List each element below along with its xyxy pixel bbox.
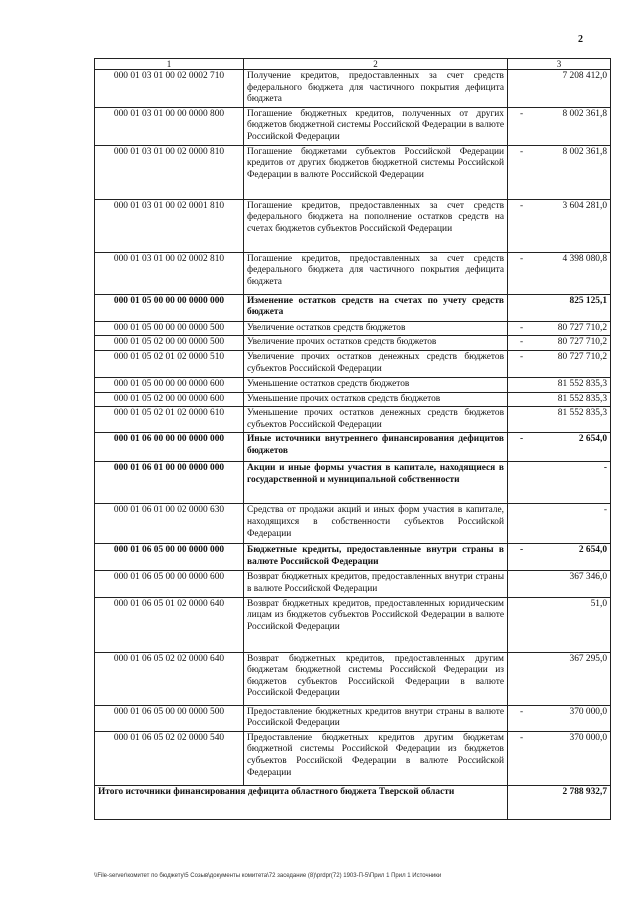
row-code: 000 01 03 01 00 02 0000 810 (95, 145, 244, 199)
row-amount-cell (508, 462, 611, 504)
row-minus-sign: - (520, 706, 524, 717)
row-code: 000 01 06 01 00 02 0000 630 (95, 504, 244, 544)
row-name: Акции и иные формы участия в капитале, находящиеся в государственной и муниципальной собственности (244, 462, 508, 504)
row-amount-cell (508, 70, 611, 108)
row-code: 000 01 06 01 00 00 0000 000 (95, 462, 244, 504)
row-code: 000 01 06 05 00 00 0000 000 (95, 544, 244, 571)
table-row (95, 652, 611, 705)
row-amount-cell (508, 350, 611, 377)
row-code: 000 01 05 02 01 02 0000 510 (95, 350, 244, 377)
row-name: Увеличение прочих остатков средств бюджетов (244, 336, 508, 351)
total-label: Итого источники финансирования дефицита областного бюджета Тверской области (95, 785, 508, 819)
table-row (95, 462, 611, 504)
row-code: 000 01 05 00 00 00 0000 500 (95, 321, 244, 336)
row-name: Уменьшение остатков средств бюджетов (244, 377, 508, 392)
row-minus-sign: - (520, 200, 524, 211)
table-row (95, 145, 611, 199)
table-row (95, 199, 611, 252)
row-name: Увеличение остатков средств бюджетов (244, 321, 508, 336)
row-amount-cell (508, 294, 611, 321)
row-name: Средства от продажи акций и иных форм участия в капитале, находящихся в собственности субъектов Российской Федерации (244, 504, 508, 544)
row-amount-cell (508, 145, 611, 199)
row-amount: 370 000,0 (569, 732, 607, 743)
row-name: Погашение бюджетами субъектов Российской Федерации кредитов от других бюджетов бюджетной системы Российской Федерации в валюте Российской Федерации (244, 145, 508, 199)
table-row (95, 252, 611, 294)
row-amount-cell (508, 377, 611, 392)
table-row (95, 350, 611, 377)
row-amount: 81 552 835,3 (557, 408, 607, 419)
file-path-footer: \\File-server\комитет по бюджету\5 Созыв\документы комитета\72 заседание (8)\prdpr(72) 1903-П-5\Прил 1 Прил 1 Источники (94, 873, 442, 879)
row-name: Погашение кредитов, предоставленных за счет средств федерального бюджета для частичного покрытия дефицита бюджета (244, 252, 508, 294)
table-row (95, 433, 611, 462)
row-minus-sign: - (520, 351, 524, 362)
row-code: 000 01 05 02 00 00 0000 600 (95, 392, 244, 407)
row-minus-sign: - (520, 732, 524, 743)
row-amount: 2 654,0 (578, 545, 607, 556)
table-row (95, 321, 611, 336)
row-amount-cell (508, 392, 611, 407)
row-code: 000 01 06 05 02 02 0000 640 (95, 652, 244, 705)
row-amount: 367 295,0 (569, 653, 607, 664)
row-amount: 367 346,0 (569, 572, 607, 583)
row-amount: 825 125,1 (569, 295, 607, 306)
row-amount: 81 552 835,3 (557, 378, 607, 389)
row-code: 000 01 05 00 00 00 0000 000 (95, 294, 244, 321)
row-amount: 8 002 361,8 (562, 108, 607, 119)
row-amount-cell (508, 321, 611, 336)
row-amount-cell (508, 407, 611, 433)
row-amount: 80 727 710,2 (557, 337, 607, 348)
row-amount-cell (508, 544, 611, 571)
table-row (95, 407, 611, 433)
row-minus-sign: - (520, 434, 524, 445)
row-code: 000 01 06 05 00 00 0000 600 (95, 571, 244, 597)
row-amount: - (603, 463, 607, 474)
table-row (95, 392, 611, 407)
row-name: Получение кредитов, предоставленных за счет средств федерального бюджета для частичного покрытия дефицита бюджета (244, 70, 508, 108)
row-amount-cell (508, 597, 611, 652)
row-name: Увеличение прочих остатков денежных средств бюджетов субъектов Российской Федерации (244, 350, 508, 377)
row-amount: 8 002 361,8 (562, 146, 607, 157)
total-row (95, 785, 611, 819)
row-name: Предоставление бюджетных кредитов внутри страны в валюте Российской Федерации (244, 705, 508, 731)
financing-sources-table (94, 58, 611, 820)
row-code: 000 01 05 00 00 00 0000 600 (95, 377, 244, 392)
row-name: Погашение бюджетных кредитов, полученных от других бюджетов бюджетной системы Российской Федерации в валюте Российской Федерации (244, 107, 508, 145)
table-row (95, 544, 611, 571)
row-amount: - (603, 505, 607, 516)
row-name: Возврат бюджетных кредитов, предоставленных другим бюджетам бюджетной системы Российской Федерации из бюджетов субъектов Российской Федерации в валюте Российской Федерации (244, 652, 508, 705)
row-amount: 81 552 835,3 (557, 393, 607, 404)
table-row (95, 597, 611, 652)
row-amount: 370 000,0 (569, 706, 607, 717)
row-minus-sign: - (520, 146, 524, 157)
row-name: Уменьшение прочих остатков денежных средств бюджетов субъектов Российской Федерации (244, 407, 508, 433)
row-code: 000 01 05 02 00 00 0000 500 (95, 336, 244, 351)
row-amount: 2 654,0 (578, 434, 607, 445)
row-minus-sign: - (520, 108, 524, 119)
row-name: Предоставление бюджетных кредитов другим бюджетам бюджетной системы Российской Федерации из бюджетов субъектов Российской Федерации в валюте Российской Федерации (244, 731, 508, 785)
row-minus-sign: - (520, 337, 524, 348)
row-name: Возврат бюджетных кредитов, предоставленных юридическим лицам из бюджетов субъектов Российской Федерации в валюте Российской Федерации (244, 597, 508, 652)
row-amount: 80 727 710,2 (557, 351, 607, 362)
header-col-1: 1 (95, 59, 244, 70)
row-name: Погашение кредитов, предоставленных за счет средств федерального бюджета на пополнение остатков средств на счетах бюджетов субъектов Российской Федерации (244, 199, 508, 252)
row-amount-cell (508, 705, 611, 731)
table-row (95, 731, 611, 785)
row-amount-cell (508, 199, 611, 252)
row-code: 000 01 03 01 00 02 0002 810 (95, 252, 244, 294)
row-amount-cell (508, 107, 611, 145)
row-name: Возврат бюджетных кредитов, предоставленных внутри страны в валюте Российской Федерации (244, 571, 508, 597)
header-col-2: 2 (244, 59, 508, 70)
row-amount-cell (508, 252, 611, 294)
table-row (95, 70, 611, 108)
row-amount: 3 604 281,0 (562, 200, 607, 211)
row-minus-sign: - (520, 545, 524, 556)
row-code: 000 01 06 05 02 02 0000 540 (95, 731, 244, 785)
table-row (95, 571, 611, 597)
row-amount-cell (508, 336, 611, 351)
row-amount: 4 398 080,8 (562, 253, 607, 264)
table-header-row (95, 59, 611, 70)
table-row (95, 294, 611, 321)
header-col-3: 3 (508, 59, 611, 70)
row-minus-sign: - (520, 253, 524, 264)
table-row (95, 377, 611, 392)
row-code: 000 01 03 01 00 00 0000 800 (95, 107, 244, 145)
row-amount: 51,0 (590, 598, 607, 609)
row-minus-sign: - (520, 322, 524, 333)
row-code: 000 01 06 05 01 02 0000 640 (95, 597, 244, 652)
row-amount-cell (508, 731, 611, 785)
table-row (95, 107, 611, 145)
row-code: 000 01 03 01 00 02 0002 710 (95, 70, 244, 108)
row-code: 000 01 03 01 00 02 0001 810 (95, 199, 244, 252)
table-row (95, 504, 611, 544)
row-amount: 80 727 710,2 (557, 322, 607, 333)
row-amount-cell (508, 571, 611, 597)
row-code: 000 01 05 02 01 02 0000 610 (95, 407, 244, 433)
page-number: 2 (578, 34, 583, 45)
row-name: Бюджетные кредиты, предоставленные внутри страны в валюте Российской Федерации (244, 544, 508, 571)
row-code: 000 01 06 00 00 00 0000 000 (95, 433, 244, 462)
row-code: 000 01 06 05 00 00 0000 500 (95, 705, 244, 731)
total-amount: 2 788 932,7 (508, 785, 611, 819)
row-name: Иные источники внутреннего финансирования дефицитов бюджетов (244, 433, 508, 462)
row-amount-cell (508, 652, 611, 705)
row-amount-cell (508, 504, 611, 544)
row-amount: 7 208 412,0 (562, 71, 607, 81)
row-amount-cell (508, 433, 611, 462)
table-row (95, 336, 611, 351)
row-name: Изменение остатков средств на счетах по учету средств бюджета (244, 294, 508, 321)
row-name: Уменьшение прочих остатков средств бюджетов (244, 392, 508, 407)
table-row (95, 705, 611, 731)
